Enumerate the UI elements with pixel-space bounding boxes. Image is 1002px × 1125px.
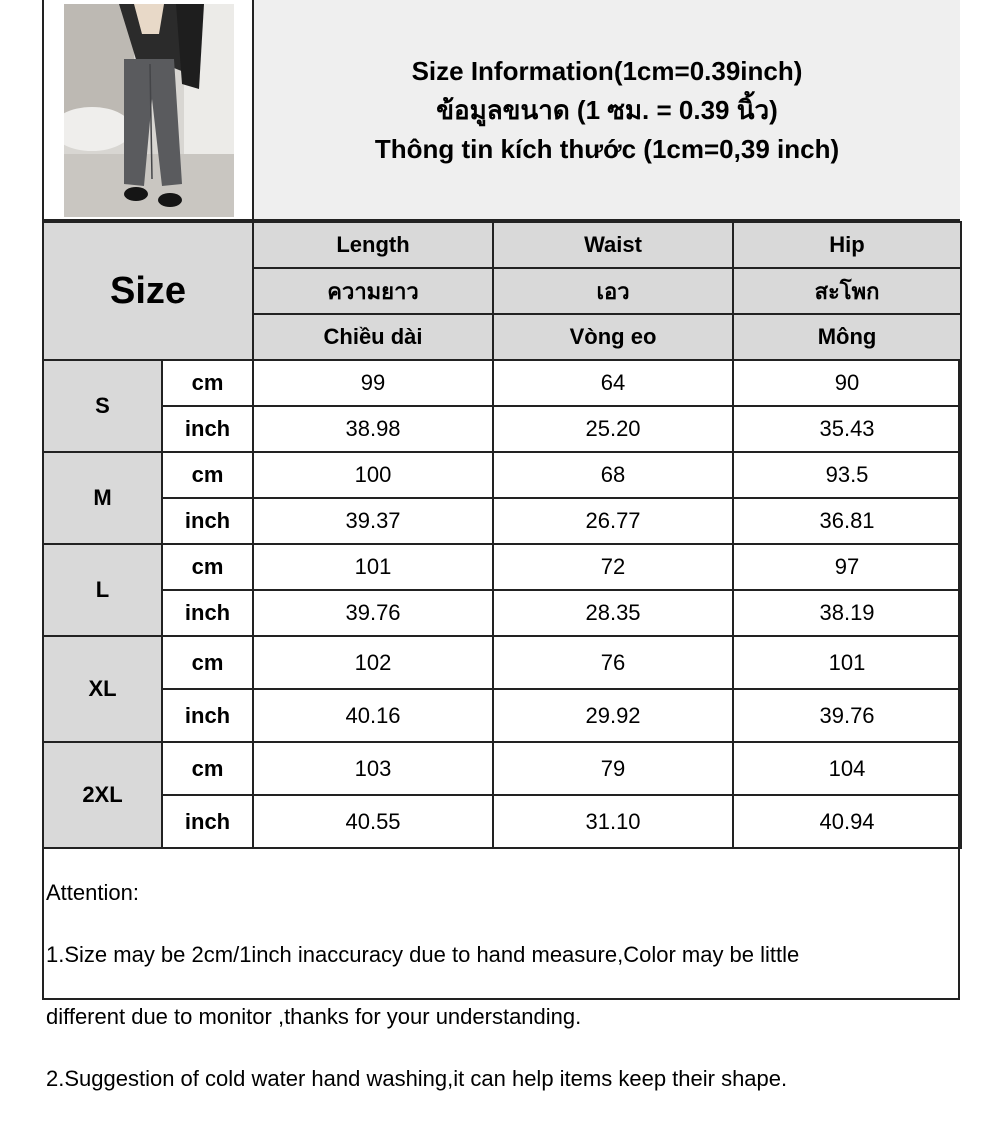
notes-heading: Attention: <box>46 880 139 905</box>
header-hip-en: Hip <box>733 222 961 268</box>
table-row <box>43 360 961 406</box>
table-row <box>43 452 961 498</box>
size-column-header: Size <box>43 222 253 360</box>
hip-cm-cell: 93.5 <box>733 452 961 498</box>
hip-cm-cell: 90 <box>733 360 961 406</box>
notes-item-1b: different due to monitor ,thanks for your understanding. <box>46 1004 582 1029</box>
length-cm-cell: 101 <box>253 544 493 590</box>
length-inch-cell: 39.37 <box>253 498 493 544</box>
hip-cm-cell: 101 <box>733 636 961 689</box>
size-info-title <box>252 0 960 220</box>
table-row <box>43 498 961 544</box>
hip-inch-cell: 38.19 <box>733 590 961 636</box>
header-length-th: ความยาว <box>253 268 493 314</box>
hip-cm-cell: 97 <box>733 544 961 590</box>
size-label: S <box>43 360 162 452</box>
length-inch-cell: 40.55 <box>253 795 493 848</box>
hip-inch-cell: 35.43 <box>733 406 961 452</box>
hip-inch-cell: 40.94 <box>733 795 961 848</box>
length-inch-cell: 38.98 <box>253 406 493 452</box>
size-label: L <box>43 544 162 636</box>
notes-item-2: 2.Suggestion of cold water hand washing,it can help items keep their shape. <box>46 1066 788 1091</box>
waist-inch-cell: 26.77 <box>493 498 733 544</box>
length-cm-cell: 100 <box>253 452 493 498</box>
unit-cm: cm <box>162 636 253 689</box>
unit-inch: inch <box>162 406 253 452</box>
waist-cm-cell: 79 <box>493 742 733 795</box>
unit-inch: inch <box>162 498 253 544</box>
header-length-vi: Chiều dài <box>253 314 493 360</box>
waist-cm-cell: 72 <box>493 544 733 590</box>
header-length-en: Length <box>253 222 493 268</box>
waist-inch-cell: 29.92 <box>493 689 733 742</box>
title-vietnamese: Thông tin kích thước (1cm=0,39 inch) <box>374 133 840 164</box>
table-row <box>43 742 961 795</box>
table-row <box>43 689 961 742</box>
length-cm-cell: 99 <box>253 360 493 406</box>
unit-inch: inch <box>162 795 253 848</box>
header-hip-th: สะโพก <box>733 268 961 314</box>
notes-item-1a: 1.Size may be 2cm/1inch inaccuracy due to hand measure,Color may be little <box>46 942 800 967</box>
length-cm-cell: 103 <box>253 742 493 795</box>
table-row <box>43 590 961 636</box>
size-label: XL <box>43 636 162 742</box>
unit-cm: cm <box>162 360 253 406</box>
waist-inch-cell: 31.10 <box>493 795 733 848</box>
size-label: M <box>43 452 162 544</box>
product-photo-illustration <box>64 4 234 217</box>
unit-cm: cm <box>162 452 253 498</box>
hip-inch-cell: 36.81 <box>733 498 961 544</box>
title-english: Size Information(1cm=0.39inch) <box>411 55 803 86</box>
unit-inch: inch <box>162 590 253 636</box>
table-row <box>43 406 961 452</box>
unit-cm: cm <box>162 544 253 590</box>
header-waist-th: เอว <box>493 268 733 314</box>
length-cm-cell: 102 <box>253 636 493 689</box>
header-hip-vi: Mông <box>733 314 961 360</box>
table-row <box>43 795 961 848</box>
length-inch-cell: 39.76 <box>253 590 493 636</box>
length-inch-cell: 40.16 <box>253 689 493 742</box>
unit-inch: inch <box>162 689 253 742</box>
waist-inch-cell: 28.35 <box>493 590 733 636</box>
header-waist-vi: Vòng eo <box>493 314 733 360</box>
table-row <box>43 544 961 590</box>
attention-notes <box>46 846 946 1125</box>
header-waist-en: Waist <box>493 222 733 268</box>
size-label: 2XL <box>43 742 162 848</box>
hip-cm-cell: 104 <box>733 742 961 795</box>
product-photo <box>64 4 234 217</box>
waist-cm-cell: 76 <box>493 636 733 689</box>
waist-cm-cell: 64 <box>493 360 733 406</box>
unit-cm: cm <box>162 742 253 795</box>
title-thai: ข้อมูลขนาด (1 ซม. = 0.39 นิ้ว) <box>436 94 778 125</box>
hip-inch-cell: 39.76 <box>733 689 961 742</box>
table-row <box>43 636 961 689</box>
waist-cm-cell: 68 <box>493 452 733 498</box>
size-table <box>42 221 962 849</box>
waist-inch-cell: 25.20 <box>493 406 733 452</box>
